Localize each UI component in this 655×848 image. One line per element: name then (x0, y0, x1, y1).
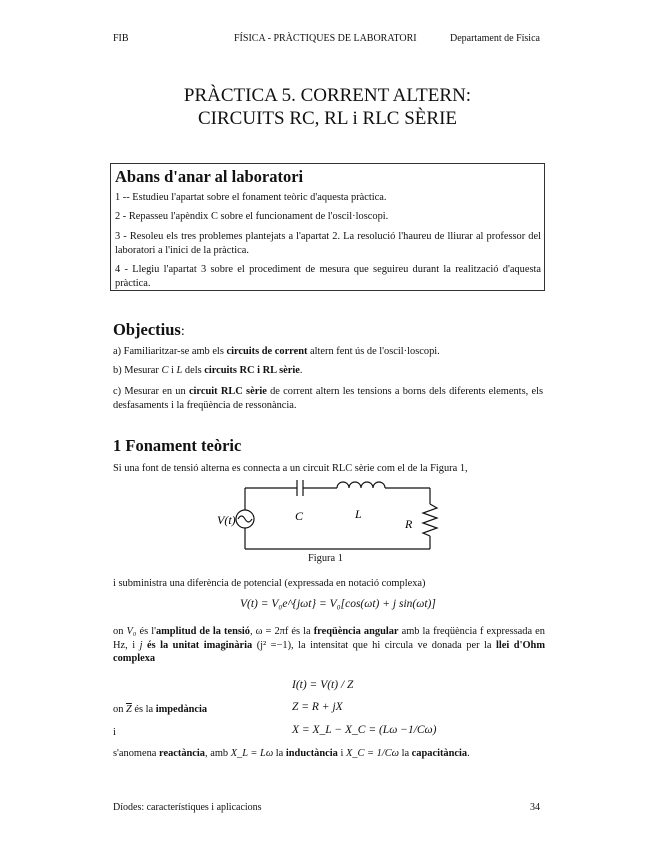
objective-c: c) Mesurar en un circuit RLC sèrie de corrent altern les tensions a borns dels diferents elements, els desfasaments i la freqüència de ressonància. (113, 386, 544, 411)
resistor-zigzag (423, 504, 437, 536)
prelab-item-1: 1 -- Estudieu l'apartat sobre el fonament teòric d'aquesta pràctica. (115, 192, 387, 203)
equation-voltage: V(t) = V₀e^{jωt} = V₀[cos(ωt) + j sin(ωt)] (240, 598, 436, 610)
ac-source-wave (238, 516, 252, 522)
page-title-line2: CIRCUITS RC, RL i RLC SÈRIE (198, 108, 457, 129)
objectives-heading-wrap: Objectius: (113, 320, 185, 339)
footer-page-number: 34 (530, 802, 540, 813)
source-label: V(t) (217, 513, 236, 527)
header-center: FÍSICA - PRÀCTIQUES DE LABORATORI (234, 33, 417, 44)
header-right: Departament de Física (450, 33, 540, 44)
resistor-label: R (405, 517, 413, 531)
section1-p3: on V₀ és l'amplitud de la tensió, ω = 2πf és la freqüència angular amb la freqüència f expressada en Hz, i j és la unitat imaginària (j² =−1), la intensitat que hi circula ve donada per la llei d'Ohm complexa (113, 626, 545, 665)
inductor-label: L (355, 507, 362, 521)
impedance-label: on $\overline{Z}$ és la impedància (113, 704, 208, 715)
section1-p4: s'anomena reactància, amb X_L = Lω la inductància i X_C = 1/Cω la capacitància. (113, 748, 470, 759)
footer-left: Díodes: característiques i aplicacions (113, 802, 262, 813)
inductor-coil (337, 482, 385, 488)
prelab-item-4: 4 - Llegiu l'apartat 3 sobre el procediment de mesura que seguireu durant la realització d'aquesta pràctica. (115, 264, 541, 289)
objective-b: b) Mesurar C i L dels circuits RC i RL sèrie. (113, 365, 303, 376)
equation-impedance: Z = R + jX (292, 701, 343, 713)
prelab-item-3: 3 - Resoleu els tres problemes plantejats a l'apartat 2. La resolució l'haureu de lliurar al professor del laboratori a l'inici de la pràctica. (115, 231, 541, 256)
i-label: i (113, 727, 116, 738)
objectives-heading: Objectius (113, 320, 181, 339)
section1-intro: Si una font de tensió alterna es connecta a un circuit RLC sèrie com el de la Figura 1, (113, 463, 468, 474)
prelab-box (110, 163, 545, 291)
equation-ohm: I(t) = V(t) / Z (292, 679, 354, 691)
prelab-item-2: 2 - Repasseu l'apèndix C sobre el funcionament de l'oscil·loscopi. (115, 211, 389, 222)
header-left: FIB (113, 33, 129, 44)
objective-a: a) Familiaritzar-se amb els circuits de corrent altern fent ús de l'oscil·loscopi. (113, 346, 440, 357)
section1-heading: 1 Fonament teòric (113, 436, 242, 455)
page-title-line1: PRÀCTICA 5. CORRENT ALTERN: (183, 85, 472, 106)
prelab-heading: Abans d'anar al laboratori (115, 167, 304, 186)
figure-caption: Figura 1 (308, 553, 343, 564)
section1-p2: i subministra una diferència de potencial (expressada en notació complexa) (113, 578, 426, 589)
capacitor-label: C (295, 509, 304, 523)
equation-reactance: X = X_L − X_C = (Lω −1/Cω) (292, 724, 437, 736)
